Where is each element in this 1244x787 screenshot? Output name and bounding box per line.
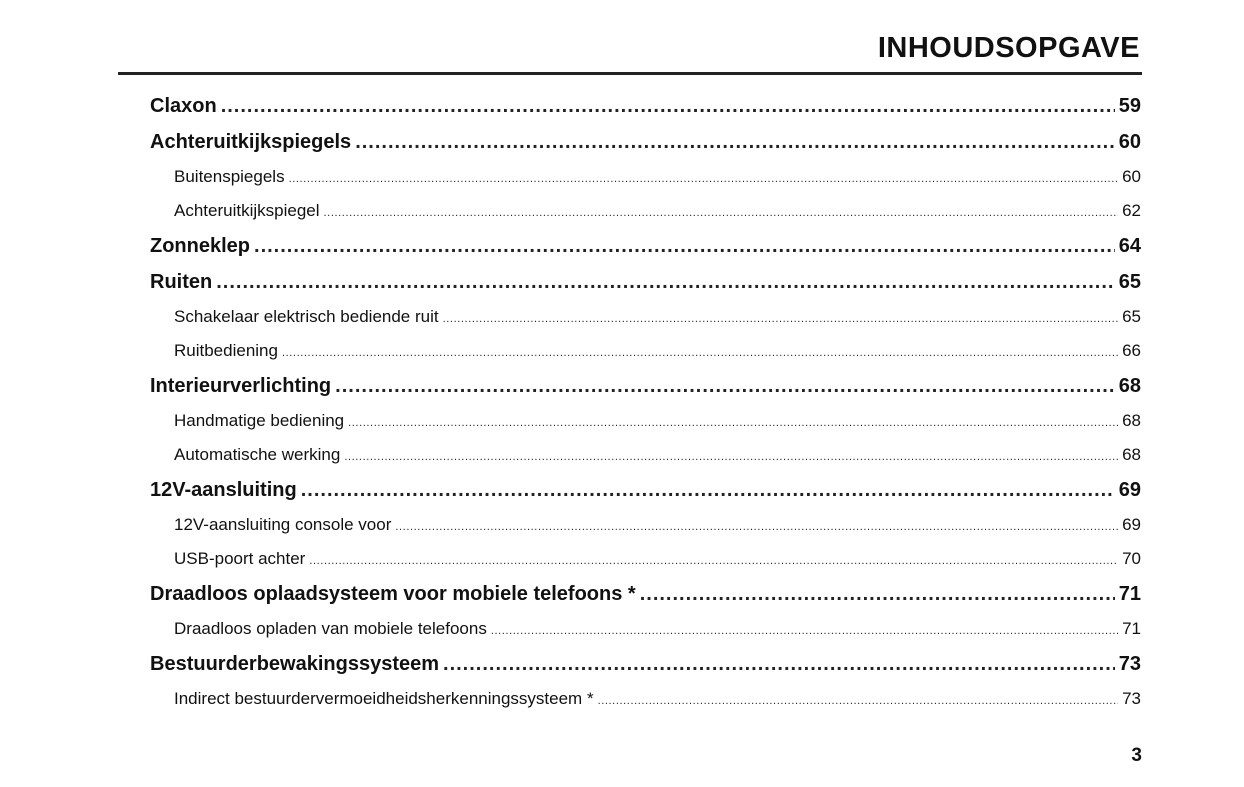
dot-leader [282, 336, 1118, 370]
toc-entry-page: 59 [1118, 95, 1141, 117]
dot-leader [443, 302, 1118, 336]
toc-entry-title: Draadloos opladen van mobiele telefoons [174, 619, 487, 638]
toc-entry-page: 65 [1122, 307, 1141, 326]
toc-chapter-zonneklep[interactable] [150, 228, 1141, 264]
toc-entry-title: Indirect bestuurdervermoeidheidsherkenningssysteem * [174, 689, 594, 708]
toc-chapter-draadloos-oplaadsysteem[interactable] [150, 576, 1141, 612]
dot-leader [216, 264, 1115, 300]
dot-leader [344, 440, 1118, 474]
toc-section-achteruitkijkspiegel[interactable] [150, 194, 1141, 228]
page-number: 3 [1131, 745, 1142, 766]
toc-entry-page: 73 [1118, 653, 1141, 675]
toc-entry-page: 66 [1122, 341, 1141, 360]
dot-leader [355, 124, 1115, 160]
dot-leader [491, 614, 1118, 648]
toc-entry-title: Claxon [150, 95, 217, 117]
toc-entry-page: 64 [1118, 235, 1141, 257]
dot-leader [335, 368, 1115, 404]
toc-chapter-interieurverlichting[interactable] [150, 368, 1141, 404]
toc-entry-page: 62 [1122, 201, 1141, 220]
table-of-contents [150, 88, 1141, 716]
toc-entry-title: Draadloos oplaadsysteem voor mobiele telefoons * [150, 583, 636, 605]
page-header [118, 28, 1142, 75]
toc-entry-page: 69 [1122, 515, 1141, 534]
toc-entry-page: 68 [1122, 445, 1141, 464]
toc-chapter-achteruitkijkspiegels[interactable] [150, 124, 1141, 160]
toc-entry-page: 71 [1118, 583, 1141, 605]
toc-entry-title: Ruiten [150, 271, 213, 293]
toc-entry-page: 70 [1122, 549, 1141, 568]
toc-entry-title: 12V-aansluiting console voor [174, 515, 392, 534]
toc-chapter-bestuurderbewakingssysteem[interactable] [150, 646, 1141, 682]
toc-section-ruitbediening[interactable] [150, 334, 1141, 368]
toc-section-buitenspiegels[interactable] [150, 160, 1141, 194]
toc-entry-title: Buitenspiegels [174, 167, 285, 186]
toc-section-vermoeidheidsherkenning[interactable] [150, 682, 1141, 716]
dot-leader [221, 88, 1115, 124]
toc-entry-title: Ruitbediening [174, 341, 278, 360]
dot-leader [598, 684, 1119, 718]
dot-leader [289, 162, 1119, 196]
dot-leader [301, 472, 1115, 508]
toc-section-draadloos-opladen[interactable] [150, 612, 1141, 646]
dot-leader [348, 406, 1118, 440]
toc-entry-page: 68 [1118, 375, 1141, 397]
toc-entry-title: Zonneklep [150, 235, 251, 257]
toc-entry-page: 60 [1122, 167, 1141, 186]
toc-entry-page: 69 [1118, 479, 1141, 501]
toc-section-schakelaar-ruit[interactable] [150, 300, 1141, 334]
toc-chapter-12v-aansluiting[interactable] [150, 472, 1141, 508]
toc-section-usb-poort-achter[interactable] [150, 542, 1141, 576]
dot-leader [309, 544, 1118, 578]
toc-entry-page: 73 [1122, 689, 1141, 708]
toc-entry-title: Bestuurderbewakingssysteem [150, 653, 440, 675]
toc-entry-page: 65 [1118, 271, 1141, 293]
toc-section-automatische-werking[interactable] [150, 438, 1141, 472]
toc-entry-title: Schakelaar elektrisch bediende ruit [174, 307, 439, 326]
dot-leader [395, 510, 1118, 544]
toc-section-handmatige-bediening[interactable] [150, 404, 1141, 438]
toc-chapter-ruiten[interactable] [150, 264, 1141, 300]
dot-leader [443, 646, 1115, 682]
toc-entry-title: Achteruitkijkspiegel [174, 201, 320, 220]
toc-entry-title: Achteruitkijkspiegels [150, 131, 352, 153]
page-title: INHOUDSOPGAVE [877, 32, 1140, 64]
toc-entry-title: Handmatige bediening [174, 411, 345, 430]
toc-chapter-claxon[interactable] [150, 88, 1141, 124]
toc-entry-title: Interieurverlichting [150, 375, 332, 397]
toc-section-12v-console-voor[interactable] [150, 508, 1141, 542]
toc-entry-page: 60 [1118, 131, 1141, 153]
dot-leader [324, 196, 1119, 230]
toc-entry-page: 71 [1122, 619, 1141, 638]
toc-entry-title: USB-poort achter [174, 549, 306, 568]
dot-leader [640, 576, 1115, 612]
dot-leader [254, 228, 1115, 264]
toc-entry-page: 68 [1122, 411, 1141, 430]
toc-entry-title: 12V-aansluiting [150, 479, 297, 501]
toc-entry-title: Automatische werking [174, 445, 341, 464]
